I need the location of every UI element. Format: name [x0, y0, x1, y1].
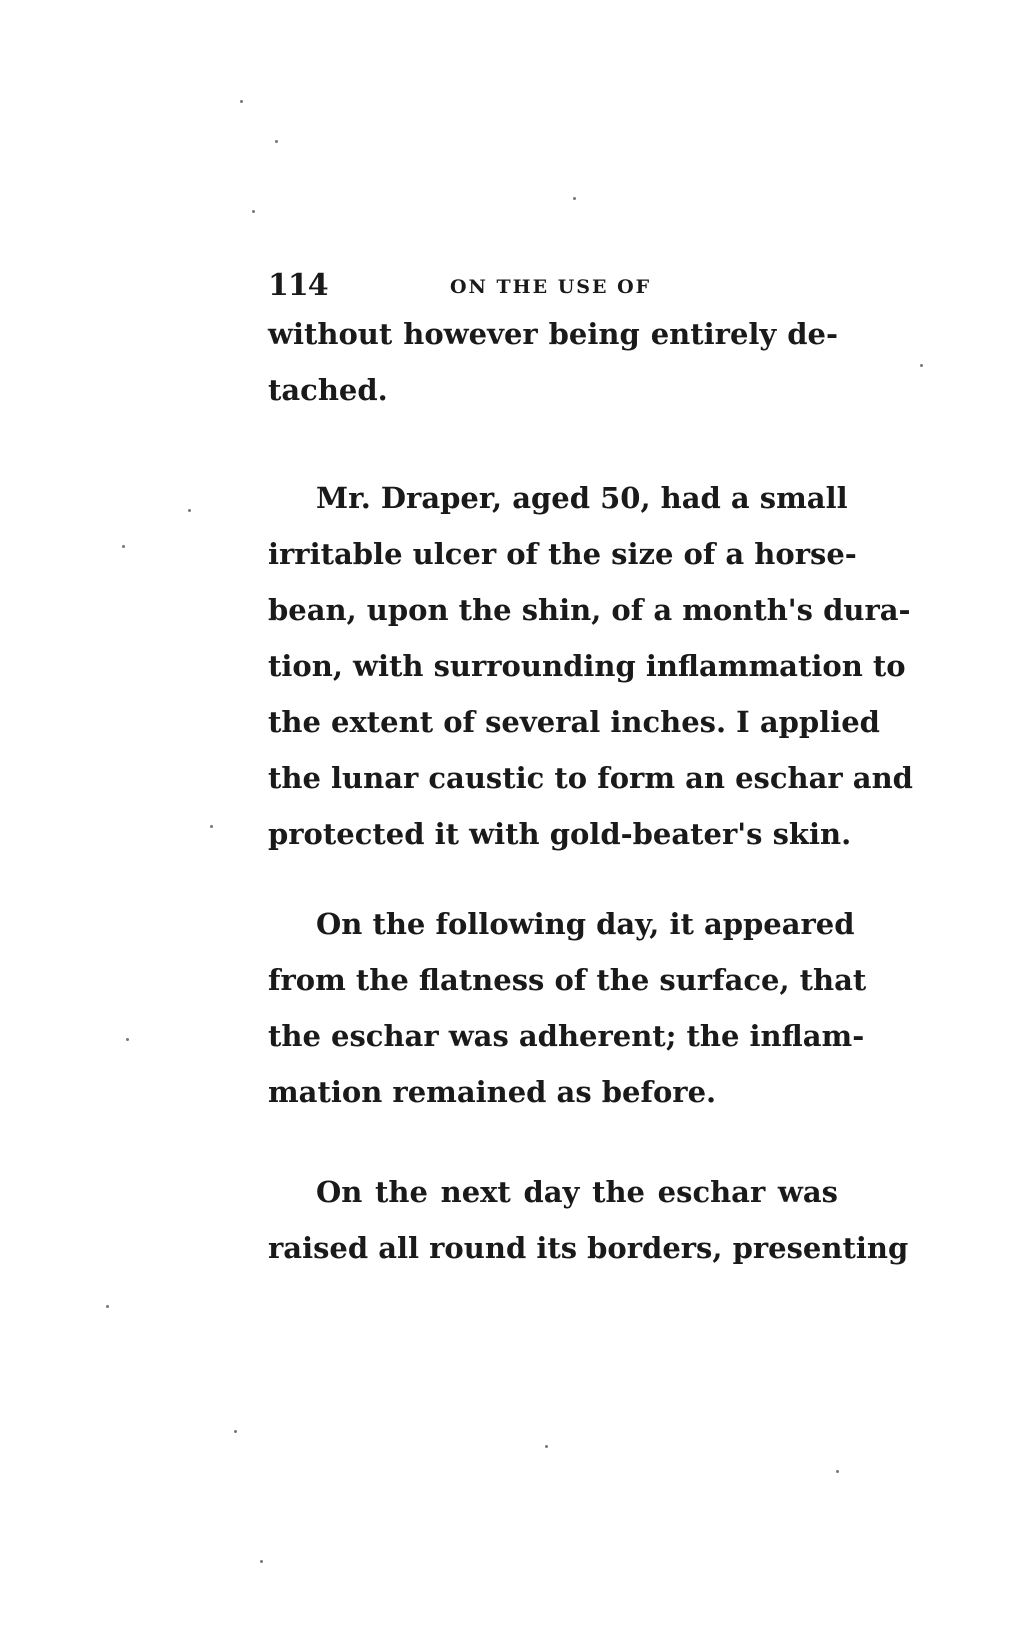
scan-speck	[188, 509, 191, 512]
scan-speck	[240, 100, 243, 103]
scan-speck	[545, 1445, 548, 1448]
text-line: irritable ulcer of the size of a horse-	[268, 537, 857, 571]
text-line: tion, with surrounding inflammation to	[268, 649, 906, 683]
text-line: the eschar was adherent; the inflam-	[268, 1019, 865, 1053]
text-line: from the flatness of the surface, that	[268, 963, 867, 997]
text-line: the extent of several inches. I applied	[268, 705, 880, 739]
text-line: tached.	[268, 373, 388, 407]
scan-speck	[920, 364, 923, 367]
scan-speck	[252, 210, 255, 213]
text-line: protected it with gold-beater's skin.	[268, 817, 852, 851]
scan-speck	[836, 1470, 839, 1473]
scan-speck	[122, 545, 125, 548]
scan-speck	[234, 1430, 237, 1433]
scan-speck	[260, 1560, 263, 1563]
text-line: On the following day, it appeared	[316, 907, 855, 941]
running-title: ON THE USE OF	[450, 276, 652, 298]
scan-speck	[106, 1305, 109, 1308]
text-line: Mr. Draper, aged 50, had a small	[316, 481, 848, 515]
scan-speck	[126, 1038, 129, 1041]
text-line: without however being entirely de-	[268, 317, 838, 351]
scan-speck	[275, 140, 278, 143]
page-number: 114	[268, 268, 328, 303]
text-line: the lunar caustic to form an eschar and	[268, 761, 913, 795]
text-line: bean, upon the shin, of a month's dura-	[268, 593, 911, 627]
scan-speck	[573, 197, 576, 200]
text-line: On the next day the eschar was	[316, 1175, 838, 1209]
text-line: mation remained as before.	[268, 1075, 717, 1109]
scan-speck	[210, 825, 213, 828]
text-line: raised all round its borders, presenting	[268, 1231, 909, 1265]
page-header	[268, 268, 838, 308]
